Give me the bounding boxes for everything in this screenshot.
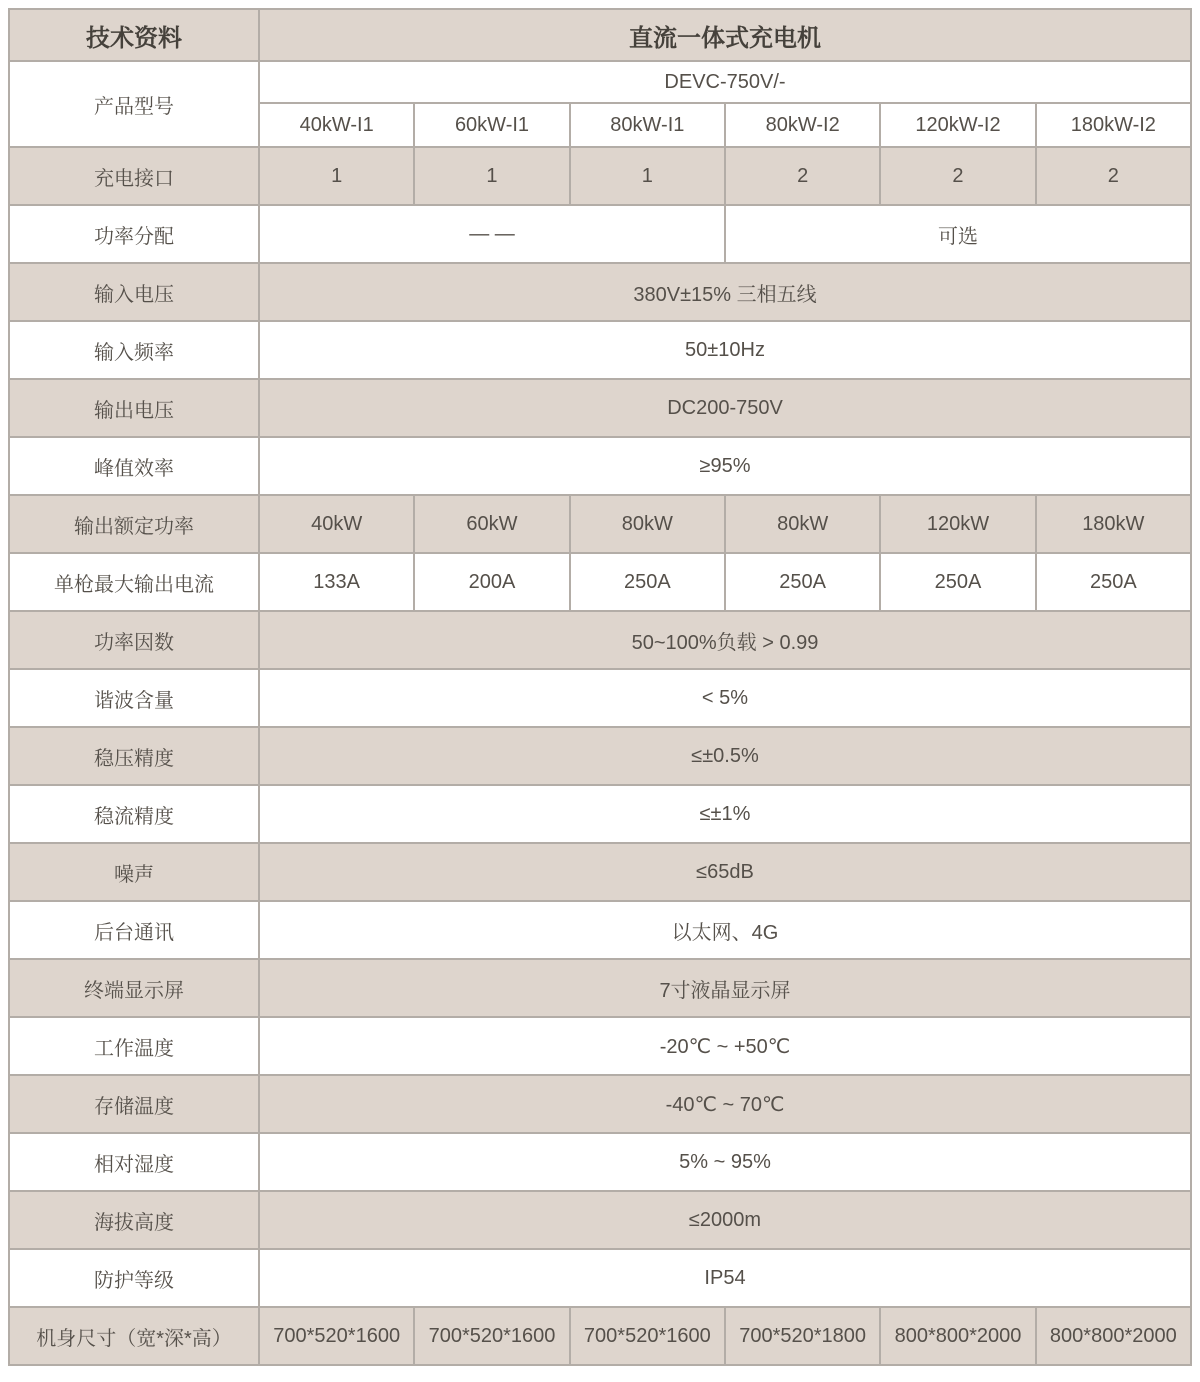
spec-label: 相对湿度 — [9, 1133, 259, 1191]
spec-table — [8, 8, 1192, 1366]
spec-value: — — — [259, 205, 725, 263]
current-regulation-row — [9, 785, 1191, 843]
spec-label: 输出电压 — [9, 379, 259, 437]
spec-value: 1 — [414, 147, 569, 205]
spec-value: ≥95% — [259, 437, 1191, 495]
spec-label: 后台通讯 — [9, 901, 259, 959]
input-voltage-row — [9, 263, 1191, 321]
spec-value: 700*520*1600 — [259, 1307, 414, 1365]
storage-temp-row — [9, 1075, 1191, 1133]
spec-value: ≤±1% — [259, 785, 1191, 843]
model-name: 40kW-I1 — [259, 103, 414, 147]
spec-value: 133A — [259, 553, 414, 611]
spec-label: 输出额定功率 — [9, 495, 259, 553]
spec-value: DC200-750V — [259, 379, 1191, 437]
spec-value: 2 — [880, 147, 1035, 205]
spec-value: 700*520*1800 — [725, 1307, 880, 1365]
spec-label: 机身尺寸（宽*深*高） — [9, 1307, 259, 1365]
spec-value: 80kW — [570, 495, 725, 553]
input-frequency-row — [9, 321, 1191, 379]
spec-value: 40kW — [259, 495, 414, 553]
spec-label: 峰值效率 — [9, 437, 259, 495]
spec-label: 输入频率 — [9, 321, 259, 379]
series-name: DEVC-750V/- — [259, 61, 1191, 103]
spec-label: 谐波含量 — [9, 669, 259, 727]
charge-ports-row — [9, 147, 1191, 205]
spec-label: 终端显示屏 — [9, 959, 259, 1017]
spec-label: 稳流精度 — [9, 785, 259, 843]
spec-value: 250A — [1036, 553, 1191, 611]
model-name: 80kW-I1 — [570, 103, 725, 147]
spec-value: -20℃ ~ +50℃ — [259, 1017, 1191, 1075]
spec-value: 380V±15% 三相五线 — [259, 263, 1191, 321]
spec-value: ≤2000m — [259, 1191, 1191, 1249]
spec-value: 180kW — [1036, 495, 1191, 553]
voltage-regulation-row — [9, 727, 1191, 785]
model-name: 80kW-I2 — [725, 103, 880, 147]
spec-value: ≤65dB — [259, 843, 1191, 901]
spec-value: IP54 — [259, 1249, 1191, 1307]
model-name: 180kW-I2 — [1036, 103, 1191, 147]
protection-rating-row — [9, 1249, 1191, 1307]
spec-value: 1 — [259, 147, 414, 205]
spec-label: 噪声 — [9, 843, 259, 901]
spec-value: ≤±0.5% — [259, 727, 1191, 785]
power-allocation-row — [9, 205, 1191, 263]
product-model-label: 产品型号 — [9, 61, 259, 147]
spec-value: 120kW — [880, 495, 1035, 553]
spec-value: 1 — [570, 147, 725, 205]
spec-label: 防护等级 — [9, 1249, 259, 1307]
spec-label: 单枪最大输出电流 — [9, 553, 259, 611]
max-current-row — [9, 553, 1191, 611]
product-series-row — [9, 61, 1191, 103]
noise-row — [9, 843, 1191, 901]
display-row — [9, 959, 1191, 1017]
spec-label: 存储温度 — [9, 1075, 259, 1133]
spec-value: 700*520*1600 — [570, 1307, 725, 1365]
spec-value: 7寸液晶显示屏 — [259, 959, 1191, 1017]
spec-value: 250A — [880, 553, 1035, 611]
spec-value: -40℃ ~ 70℃ — [259, 1075, 1191, 1133]
table-header-row — [9, 9, 1191, 61]
peak-efficiency-row — [9, 437, 1191, 495]
harmonic-content-row — [9, 669, 1191, 727]
rated-power-row — [9, 495, 1191, 553]
backend-comm-row — [9, 901, 1191, 959]
spec-value: 60kW — [414, 495, 569, 553]
spec-value: 800*800*2000 — [880, 1307, 1035, 1365]
spec-value: 50±10Hz — [259, 321, 1191, 379]
altitude-row — [9, 1191, 1191, 1249]
output-voltage-row — [9, 379, 1191, 437]
spec-label: 稳压精度 — [9, 727, 259, 785]
spec-value: 250A — [570, 553, 725, 611]
humidity-row — [9, 1133, 1191, 1191]
spec-value: 5% ~ 95% — [259, 1133, 1191, 1191]
spec-label: 海拔高度 — [9, 1191, 259, 1249]
table-title-main: 直流一体式充电机 — [259, 9, 1191, 61]
table-title-left: 技术资料 — [9, 9, 259, 61]
model-name: 120kW-I2 — [880, 103, 1035, 147]
spec-value: 250A — [725, 553, 880, 611]
spec-value: < 5% — [259, 669, 1191, 727]
dimensions-row — [9, 1307, 1191, 1365]
spec-label: 功率因数 — [9, 611, 259, 669]
spec-value: 以太网、4G — [259, 901, 1191, 959]
model-name: 60kW-I1 — [414, 103, 569, 147]
spec-label: 功率分配 — [9, 205, 259, 263]
power-factor-row — [9, 611, 1191, 669]
spec-value: 50~100%负载 > 0.99 — [259, 611, 1191, 669]
spec-value: 80kW — [725, 495, 880, 553]
spec-label: 充电接口 — [9, 147, 259, 205]
spec-value: 2 — [1036, 147, 1191, 205]
spec-label: 工作温度 — [9, 1017, 259, 1075]
spec-value: 700*520*1600 — [414, 1307, 569, 1365]
spec-value: 可选 — [725, 205, 1191, 263]
operating-temp-row — [9, 1017, 1191, 1075]
spec-value: 2 — [725, 147, 880, 205]
spec-value: 200A — [414, 553, 569, 611]
spec-value: 800*800*2000 — [1036, 1307, 1191, 1365]
spec-label: 输入电压 — [9, 263, 259, 321]
